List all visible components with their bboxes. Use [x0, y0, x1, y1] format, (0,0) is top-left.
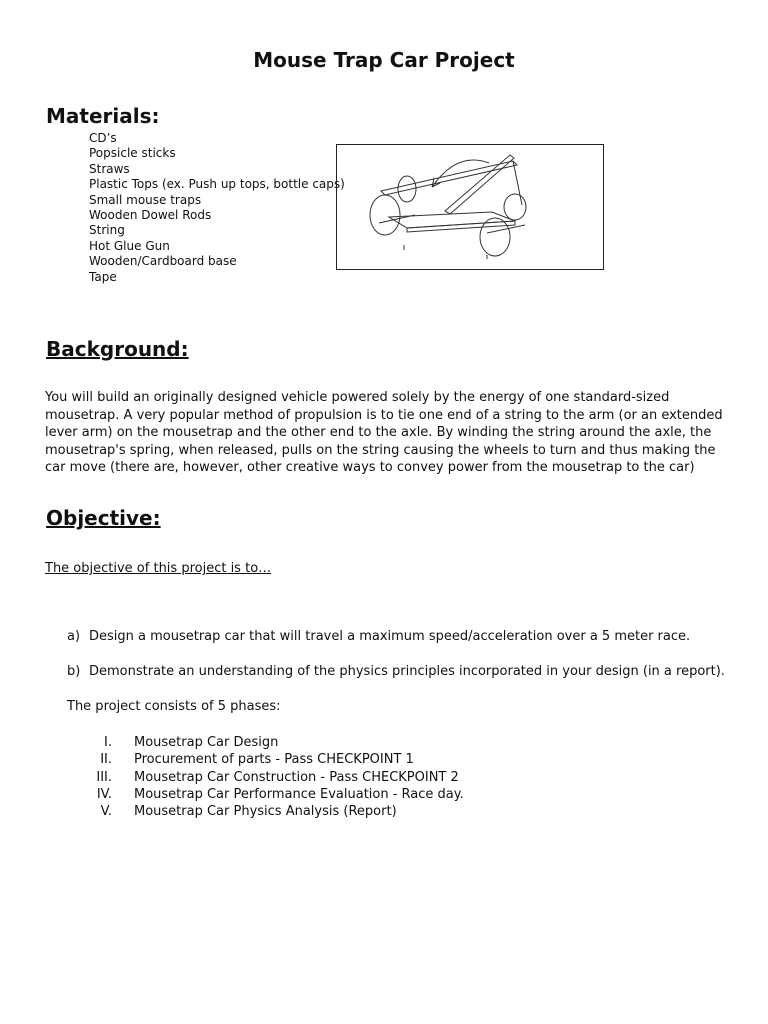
objective-text: Demonstrate an understanding of the physics principles incorporated in your design (in a report).: [89, 664, 725, 679]
phase-number: II.: [100, 752, 112, 768]
phases-intro: The project consists of 5 phases:: [67, 699, 281, 714]
material-item: Plastic Tops (ex. Push up tops, bottle caps): [89, 177, 345, 192]
phase-item: [80, 769, 464, 786]
objective-item-b: [67, 664, 725, 679]
material-item: Straws: [89, 161, 130, 176]
phase-text: Mousetrap Car Design: [134, 735, 279, 750]
phase-number: III.: [96, 769, 112, 785]
phase-number: V.: [100, 804, 112, 820]
phase-item: [80, 751, 464, 768]
phase-number: IV.: [96, 786, 112, 802]
material-item: Wooden/Cardboard base: [89, 254, 237, 269]
phase-number: I.: [104, 735, 112, 750]
materials-heading: Materials:: [46, 104, 160, 128]
objective-heading: Objective:: [46, 506, 161, 530]
material-item: String: [89, 223, 125, 238]
phase-text: Procurement of parts - Pass CHECKPOINT 1: [134, 752, 414, 768]
mousetrap-car-sketch: [336, 144, 604, 270]
objective-item-a: [67, 629, 690, 644]
phase-text: Mousetrap Car Construction - Pass CHECKPOINT 2: [134, 769, 459, 785]
phase-item: [80, 786, 464, 803]
objective-intro: The objective of this project is to…: [45, 561, 272, 576]
background-heading: Background:: [46, 337, 189, 361]
material-item: Tape: [89, 269, 117, 284]
objective-marker: b): [67, 664, 81, 679]
material-item: Wooden Dowel Rods: [89, 208, 212, 223]
phase-text: Mousetrap Car Performance Evaluation - Race day.: [134, 786, 464, 802]
objective-marker: a): [67, 629, 81, 644]
phase-item: [80, 803, 464, 820]
phases-list: [80, 734, 464, 820]
phase-item: [80, 734, 464, 751]
objective-text: Design a mousetrap car that will travel a maximum speed/acceleration over a 5 meter race.: [89, 629, 691, 644]
background-paragraph: You will build an originally designed vehicle powered solely by the energy of one standard-sized mousetrap. A very popular method of propulsion is to tie one end of a string to the arm (or an extended lever arm) on the mousetrap and the other end to the axle. By winding the string around the axle, the mousetrap's spring, when released, pulls on the string causing the wheels to turn and thus making the car move (there are, however, other creative ways to convey power from the mousetrap to the car): [45, 390, 723, 475]
material-item: CD’s: [89, 131, 117, 145]
materials-list: [89, 131, 345, 285]
material-item: Popsicle sticks: [89, 146, 176, 161]
material-item: Hot Glue Gun: [89, 238, 170, 253]
phase-text: Mousetrap Car Physics Analysis (Report): [134, 804, 397, 820]
page-title: Mouse Trap Car Project: [253, 48, 515, 72]
material-item: Small mouse traps: [89, 192, 202, 207]
